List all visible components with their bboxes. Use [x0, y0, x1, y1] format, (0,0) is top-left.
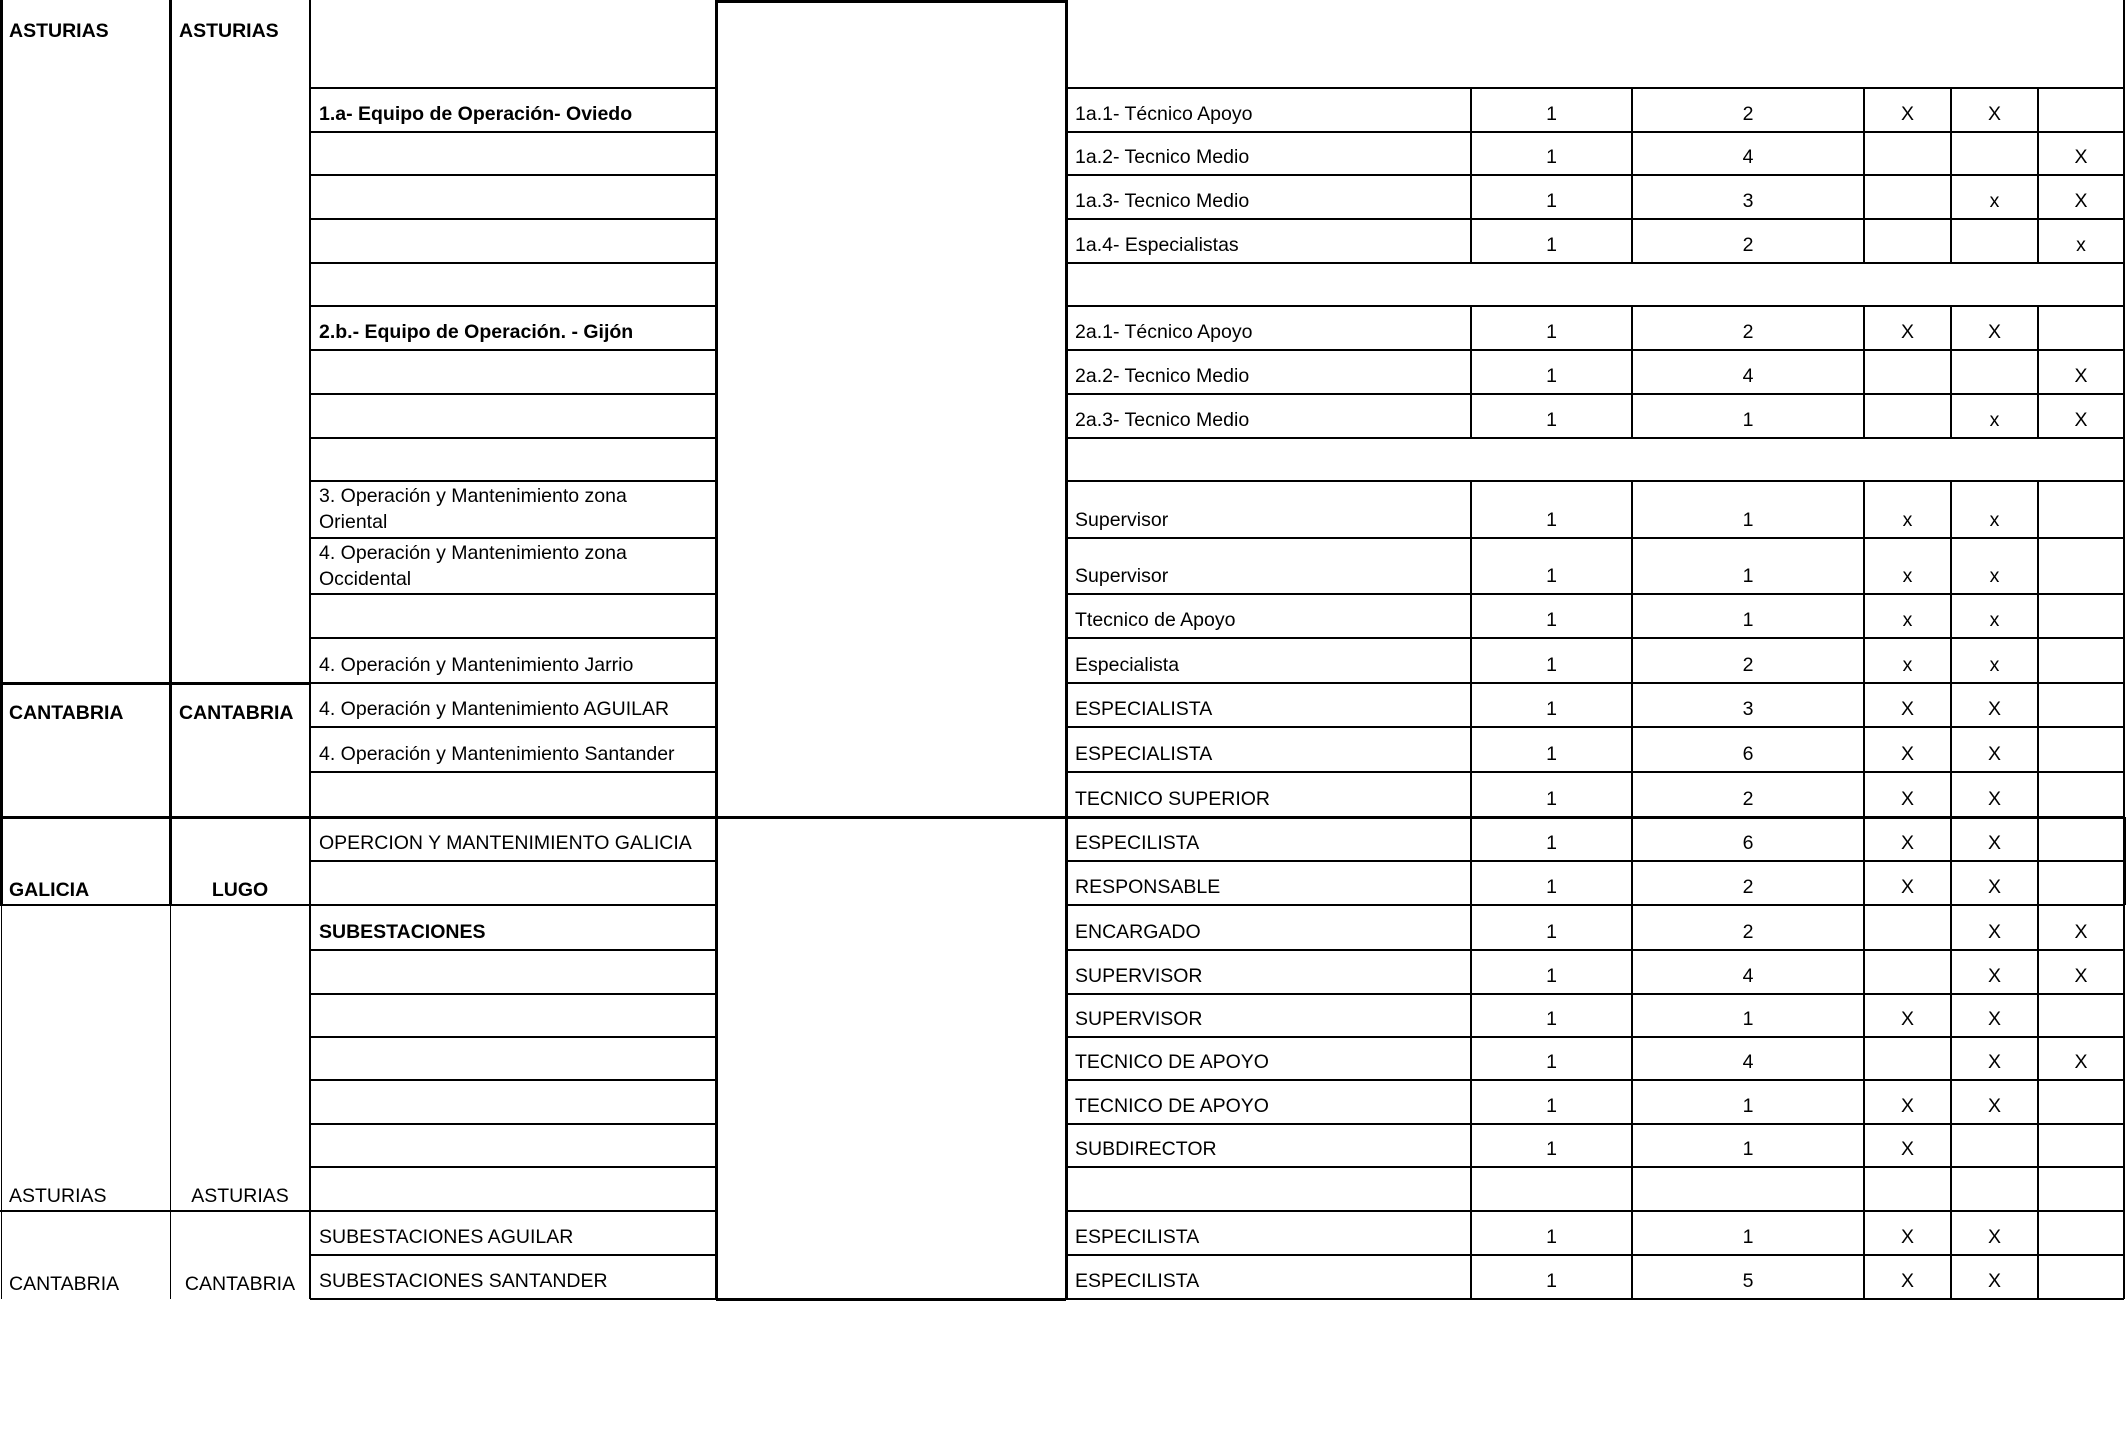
grid-line	[1066, 1254, 2124, 1256]
region-cell: CANTABRIA	[9, 702, 124, 724]
mark-cell: X	[1900, 1008, 1914, 1030]
grid-line	[170, 905, 171, 1299]
count-cell: 1	[1742, 1095, 1754, 1117]
grid-line	[0, 816, 2124, 819]
role-cell: 2a.2- Tecnico Medio	[1075, 365, 1250, 387]
count-cell: 6	[1742, 832, 1754, 854]
grid-line	[1066, 218, 2124, 220]
grid-line	[716, 0, 1066, 3]
role-cell: Supervisor	[1075, 565, 1169, 587]
grid-line	[310, 393, 716, 395]
grid-line	[310, 682, 716, 684]
grid-line	[310, 1166, 716, 1168]
grid-line	[310, 726, 716, 728]
count-cell: 1	[1742, 1138, 1754, 1160]
grid-line	[1066, 637, 2124, 639]
grid-line	[2037, 1167, 2039, 1211]
count-cell: 1	[1546, 509, 1557, 531]
grid-line	[1066, 393, 2124, 395]
role-cell: ENCARGADO	[1075, 921, 1201, 943]
role-cell: 2a.1- Técnico Apoyo	[1075, 321, 1253, 343]
count-cell: 5	[1742, 1270, 1754, 1292]
mark-cell: X	[1900, 1095, 1914, 1117]
grid-line	[0, 682, 310, 685]
role-cell: Supervisor	[1075, 509, 1169, 531]
role-cell: 1a.3- Tecnico Medio	[1075, 190, 1250, 212]
grid-line	[2123, 481, 2125, 538]
role-cell: SUPERVISOR	[1075, 1008, 1203, 1030]
count-cell: 1	[1546, 1226, 1557, 1248]
grid-line	[2123, 1255, 2125, 1299]
grid-line	[1863, 1167, 1865, 1211]
role-cell: TECNICO DE APOYO	[1075, 1095, 1269, 1117]
grid-line	[1066, 305, 2124, 307]
mark-cell: X	[1900, 876, 1914, 898]
count-cell: 1	[1546, 1138, 1557, 1160]
grid-line	[310, 993, 716, 995]
grid-line	[1066, 437, 2124, 439]
mark-cell: X	[2074, 365, 2088, 387]
grid-line	[310, 131, 716, 133]
role-cell: ESPECIALISTA	[1075, 743, 1213, 765]
mark-cell: X	[1987, 1008, 2001, 1030]
mark-cell: X	[1900, 103, 1914, 125]
count-cell: 4	[1742, 146, 1754, 168]
mark-cell: x	[2076, 234, 2086, 256]
grid-line	[310, 537, 716, 539]
role-cell: 1a.2- Tecnico Medio	[1075, 146, 1250, 168]
grid-line	[1066, 949, 2124, 951]
mark-cell: X	[2074, 965, 2088, 987]
province-cell: LUGO	[211, 879, 269, 901]
grid-line	[2123, 1167, 2125, 1211]
grid-line	[715, 0, 718, 1299]
role-cell: ESPECILISTA	[1075, 1270, 1200, 1292]
grid-line	[1066, 904, 2124, 906]
grid-line	[2123, 263, 2125, 306]
count-cell: 3	[1742, 190, 1754, 212]
count-cell: 4	[1742, 965, 1754, 987]
grid-line	[1066, 87, 2124, 89]
team-cell: 4. Operación y Mantenimiento Santander	[319, 743, 675, 765]
grid-line	[1066, 349, 2124, 351]
count-cell: 2	[1742, 654, 1754, 676]
mark-cell: X	[1987, 743, 2001, 765]
grid-line	[309, 0, 311, 1299]
count-cell: 1	[1546, 146, 1557, 168]
mark-cell: X	[2074, 409, 2088, 431]
region-cell: ASTURIAS	[9, 20, 109, 42]
grid-line	[0, 904, 310, 906]
count-cell: 1	[1546, 698, 1557, 720]
grid-line	[310, 1036, 716, 1038]
province-cell: CANTABRIA	[184, 1273, 296, 1295]
mark-cell: X	[1900, 788, 1914, 810]
count-cell: 1	[1546, 832, 1557, 854]
count-cell: 4	[1742, 1051, 1754, 1073]
mark-cell: X	[1987, 921, 2001, 943]
mark-cell: X	[1900, 1226, 1914, 1248]
mark-cell: X	[1987, 321, 2001, 343]
count-cell: 2	[1742, 788, 1754, 810]
count-cell: 1	[1546, 743, 1557, 765]
mark-cell: x	[1902, 509, 1913, 531]
mark-cell: x	[1989, 409, 2000, 431]
grid-line	[169, 0, 172, 905]
mark-cell: X	[1987, 788, 2001, 810]
grid-line	[1066, 593, 2124, 595]
grid-line	[1066, 682, 2124, 684]
count-cell: 1	[1546, 609, 1557, 631]
grid-line	[2123, 1124, 2125, 1167]
count-cell: 1	[1546, 788, 1557, 810]
role-cell: 2a.3- Tecnico Medio	[1075, 409, 1250, 431]
count-cell: 1	[1546, 190, 1557, 212]
grid-line	[1066, 1123, 2124, 1125]
count-cell: 1	[1742, 409, 1754, 431]
grid-line	[310, 480, 716, 482]
grid-line	[2123, 594, 2125, 638]
mark-cell: X	[1987, 1051, 2001, 1073]
grid-line	[1066, 537, 2124, 539]
mark-cell: x	[1902, 654, 1913, 676]
team-cell: OPERCION Y MANTENIMIENTO GALICIA	[319, 832, 692, 854]
grid-line	[310, 637, 716, 639]
grid-line	[2123, 772, 2125, 817]
count-cell: 1	[1546, 1008, 1557, 1030]
mark-cell: x	[1902, 609, 1913, 631]
grid-line	[1066, 131, 2124, 133]
count-cell: 1	[1742, 1226, 1754, 1248]
grid-line	[2123, 0, 2125, 88]
grid-line	[310, 305, 716, 307]
grid-line	[1066, 860, 2124, 862]
grid-line	[1066, 1298, 2124, 1300]
count-cell: 1	[1546, 234, 1557, 256]
grid-line	[310, 1210, 716, 1212]
grid-line	[2123, 1080, 2125, 1124]
role-cell: Ttecnico de Apoyo	[1075, 609, 1236, 631]
grid-line	[1950, 219, 1952, 263]
grid-line	[1470, 1167, 1472, 1211]
grid-line	[1, 905, 2, 1299]
province-cell: ASTURIAS	[179, 20, 279, 42]
count-cell: 1	[1546, 103, 1557, 125]
grid-line	[310, 174, 716, 176]
mark-cell: X	[1900, 698, 1914, 720]
count-cell: 1	[1546, 1051, 1557, 1073]
grid-line	[310, 949, 716, 951]
mark-cell: X	[1900, 743, 1914, 765]
mark-cell: x	[1989, 609, 2000, 631]
role-cell: ESPECILISTA	[1075, 832, 1200, 854]
grid-line	[310, 437, 716, 439]
team-cell: SUBESTACIONES SANTANDER	[319, 1270, 608, 1292]
mark-cell: x	[1989, 190, 2000, 212]
mark-cell: x	[1989, 565, 2000, 587]
mark-cell: X	[2074, 146, 2088, 168]
grid-line	[1066, 480, 2124, 482]
grid-line	[310, 860, 716, 862]
mark-cell: x	[1902, 565, 1913, 587]
grid-line	[2123, 638, 2125, 683]
count-cell: 1	[1546, 1095, 1557, 1117]
count-cell: 1	[1742, 609, 1754, 631]
role-cell: Especialista	[1075, 654, 1180, 676]
grid-line	[1950, 1167, 1952, 1211]
grid-line	[310, 1123, 716, 1125]
grid-line	[1950, 132, 1952, 175]
grid-line	[0, 0, 3, 905]
region-cell: ASTURIAS	[9, 1185, 107, 1207]
grid-line	[1066, 262, 2124, 264]
grid-line	[1066, 1166, 2124, 1168]
grid-line	[1066, 1036, 2124, 1038]
count-cell: 3	[1742, 698, 1754, 720]
team-cell: 2.b.- Equipo de Operación. - Gijón	[319, 321, 634, 343]
count-cell: 2	[1742, 234, 1754, 256]
count-cell: 2	[1742, 103, 1754, 125]
mark-cell: X	[1900, 321, 1914, 343]
region-cell: CANTABRIA	[9, 1273, 120, 1295]
grid-line	[310, 87, 716, 89]
mark-cell: X	[1900, 1270, 1914, 1292]
mark-cell: x	[1989, 509, 2000, 531]
grid-line	[310, 218, 716, 220]
team-cell: 4. Operación y Mantenimiento AGUILAR	[319, 698, 670, 720]
count-cell: 1	[1546, 409, 1557, 431]
grid-line	[310, 262, 716, 264]
role-cell: SUBDIRECTOR	[1075, 1138, 1217, 1160]
grid-line	[716, 1298, 1066, 1301]
grid-line	[310, 904, 716, 906]
team-cell: 4. Operación y Mantenimiento zona Occidental	[319, 542, 627, 590]
role-cell: SUPERVISOR	[1075, 965, 1203, 987]
mark-cell: X	[1900, 832, 1914, 854]
role-cell: 1a.1- Técnico Apoyo	[1075, 103, 1253, 125]
count-cell: 1	[1546, 965, 1557, 987]
mark-cell: x	[1989, 654, 2000, 676]
grid-line	[310, 349, 716, 351]
province-cell: CANTABRIA	[179, 702, 294, 724]
role-cell: RESPONSABLE	[1075, 876, 1221, 898]
count-cell: 2	[1742, 321, 1754, 343]
grid-line	[2123, 994, 2125, 1037]
grid-line	[2123, 538, 2125, 594]
count-cell: 4	[1742, 365, 1754, 387]
grid-line	[2123, 438, 2125, 481]
grid-line	[1066, 1210, 2124, 1212]
count-cell: 6	[1742, 743, 1754, 765]
grid-line	[1066, 993, 2124, 995]
mark-cell: X	[1987, 1226, 2001, 1248]
mark-cell: X	[1987, 698, 2001, 720]
role-cell: TECNICO DE APOYO	[1075, 1051, 1269, 1073]
mark-cell: X	[1900, 1138, 1914, 1160]
count-cell: 2	[1742, 876, 1754, 898]
mark-cell: X	[2074, 921, 2088, 943]
count-cell: 1	[1546, 654, 1557, 676]
grid-line	[310, 1298, 716, 1300]
count-cell: 2	[1742, 921, 1754, 943]
grid-line	[2123, 1211, 2125, 1255]
grid-line	[1950, 350, 1952, 394]
mark-cell: X	[1987, 832, 2001, 854]
count-cell: 1	[1546, 321, 1557, 343]
grid-line	[2037, 1124, 2039, 1167]
grid-line	[2123, 306, 2125, 350]
team-cell: 1.a- Equipo de Operación- Oviedo	[319, 103, 633, 125]
grid-line	[310, 1079, 716, 1081]
count-cell: 1	[1546, 876, 1557, 898]
grid-line	[2123, 683, 2125, 727]
region-cell: GALICIA	[9, 879, 90, 901]
count-cell: 1	[1546, 565, 1557, 587]
role-cell: TECNICO SUPERIOR	[1075, 788, 1271, 810]
team-cell: SUBESTACIONES	[319, 921, 486, 943]
mark-cell: X	[2074, 190, 2088, 212]
mark-cell: X	[1987, 1095, 2001, 1117]
grid-line	[1066, 771, 2124, 773]
count-cell: 1	[1742, 1008, 1754, 1030]
mark-cell: X	[1987, 103, 2001, 125]
grid-line	[1066, 726, 2124, 728]
province-cell: ASTURIAS	[191, 1185, 289, 1207]
count-cell: 1	[1546, 365, 1557, 387]
mark-cell: X	[1987, 1270, 2001, 1292]
grid-line	[310, 1254, 716, 1256]
grid-line	[310, 593, 716, 595]
count-cell: 1	[1546, 921, 1557, 943]
grid-line	[1631, 1167, 1633, 1211]
grid-line	[2123, 88, 2125, 132]
team-cell: 4. Operación y Mantenimiento Jarrio	[319, 654, 634, 676]
role-cell: ESPECILISTA	[1075, 1226, 1200, 1248]
grid-line	[1066, 1079, 2124, 1081]
grid-line	[2123, 727, 2125, 772]
mark-cell: X	[1987, 965, 2001, 987]
grid-line	[0, 1210, 310, 1212]
count-cell: 1	[1742, 565, 1754, 587]
count-cell: 1	[1742, 509, 1754, 531]
count-cell: 1	[1546, 1270, 1557, 1292]
team-cell: SUBESTACIONES AGUILAR	[319, 1226, 574, 1248]
mark-cell: X	[2074, 1051, 2088, 1073]
mark-cell: X	[1987, 876, 2001, 898]
grid-line	[310, 771, 716, 773]
team-cell: 3. Operación y Mantenimiento zona Oriental	[319, 485, 627, 533]
role-cell: 1a.4- Especialistas	[1075, 234, 1239, 256]
grid-line	[1066, 174, 2124, 176]
role-cell: ESPECIALISTA	[1075, 698, 1213, 720]
